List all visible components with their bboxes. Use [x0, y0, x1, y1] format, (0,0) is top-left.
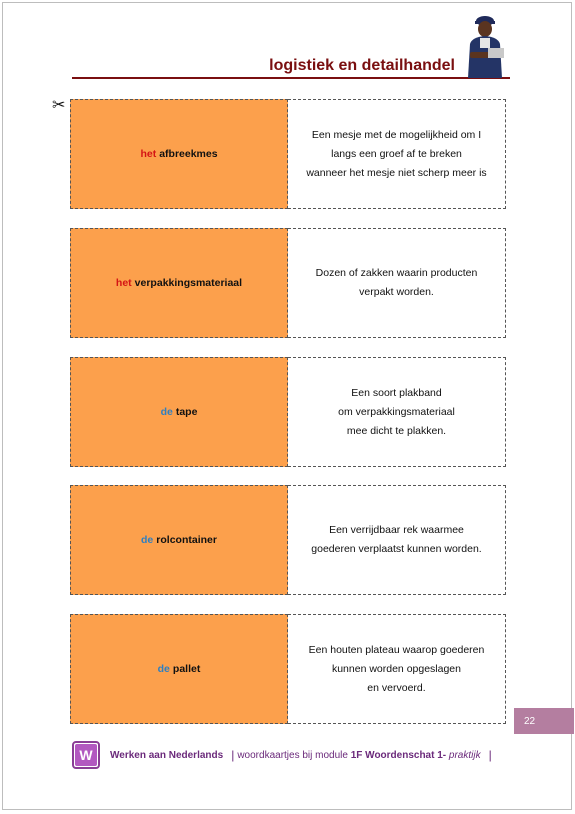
card-term: [70, 99, 288, 209]
word-card: [70, 99, 506, 209]
definition-line: mee dicht te plakken.: [346, 424, 447, 437]
article-label: het: [140, 148, 157, 160]
definition-line: Een houten plateau waarop goederen: [308, 643, 485, 656]
article-label: het: [115, 277, 132, 289]
header-divider: [72, 77, 510, 79]
card-term: [70, 614, 288, 724]
definition-line: verpakt worden.: [359, 286, 434, 298]
logo-letter: W: [75, 744, 97, 766]
card-definition: [288, 357, 506, 467]
card-term: [70, 357, 288, 467]
footer-separator: |: [231, 748, 235, 762]
word-card: [70, 614, 506, 724]
subtitle-italic: praktijk: [448, 749, 481, 761]
definition-line: Een mesje met de mogelijkheid om I: [311, 128, 482, 141]
word-card: [70, 485, 506, 595]
definition-line: kunnen worden opgeslagen: [331, 662, 461, 675]
delivery-worker-illustration: [462, 14, 508, 78]
brand-logo: [72, 741, 100, 769]
definition-line: en vervoerd.: [367, 681, 426, 694]
brand-name: Werken aan Nederlands: [110, 749, 224, 761]
term-label: afbreekmes: [159, 148, 218, 160]
definition-line: wanneer het mesje niet scherp meer is: [306, 166, 487, 179]
footer-separator-end: |: [488, 748, 492, 762]
term-label: pallet: [172, 663, 201, 675]
article-label: de: [141, 534, 154, 546]
definition-line: langs een groef af te breken: [331, 147, 462, 160]
card-term: [70, 228, 288, 338]
card-definition: [288, 99, 506, 209]
word-card: [70, 357, 506, 467]
word-card: [70, 228, 506, 338]
footer: [72, 740, 492, 770]
card-definition: [288, 228, 506, 338]
page-number: 22: [514, 708, 574, 734]
scissors-icon: ✂: [52, 97, 66, 114]
definition-line: goederen verplaatst kunnen worden.: [311, 543, 482, 555]
subtitle-module: 1F Woordenschat 1-: [350, 749, 447, 761]
definition-line: Een verrijdbaar rek waarmee: [329, 524, 464, 536]
page-title: logistiek en detailhandel: [269, 57, 455, 74]
article-label: de: [157, 663, 170, 675]
term-label: rolcontainer: [156, 534, 217, 546]
article-label: de: [160, 406, 173, 418]
definition-line: Dozen of zakken waarin producten: [315, 267, 478, 279]
footer-subtitle: [237, 750, 480, 761]
subtitle-prefix: woordkaartjes bij module: [237, 749, 348, 761]
card-definition: [288, 614, 506, 724]
term-label: tape: [175, 406, 198, 418]
definition-line: om verpakkingsmateriaal: [338, 405, 455, 418]
card-term: [70, 485, 288, 595]
term-label: verpakkingsmateriaal: [134, 277, 243, 289]
definition-line: Een soort plakband: [351, 386, 442, 399]
card-definition: [288, 485, 506, 595]
